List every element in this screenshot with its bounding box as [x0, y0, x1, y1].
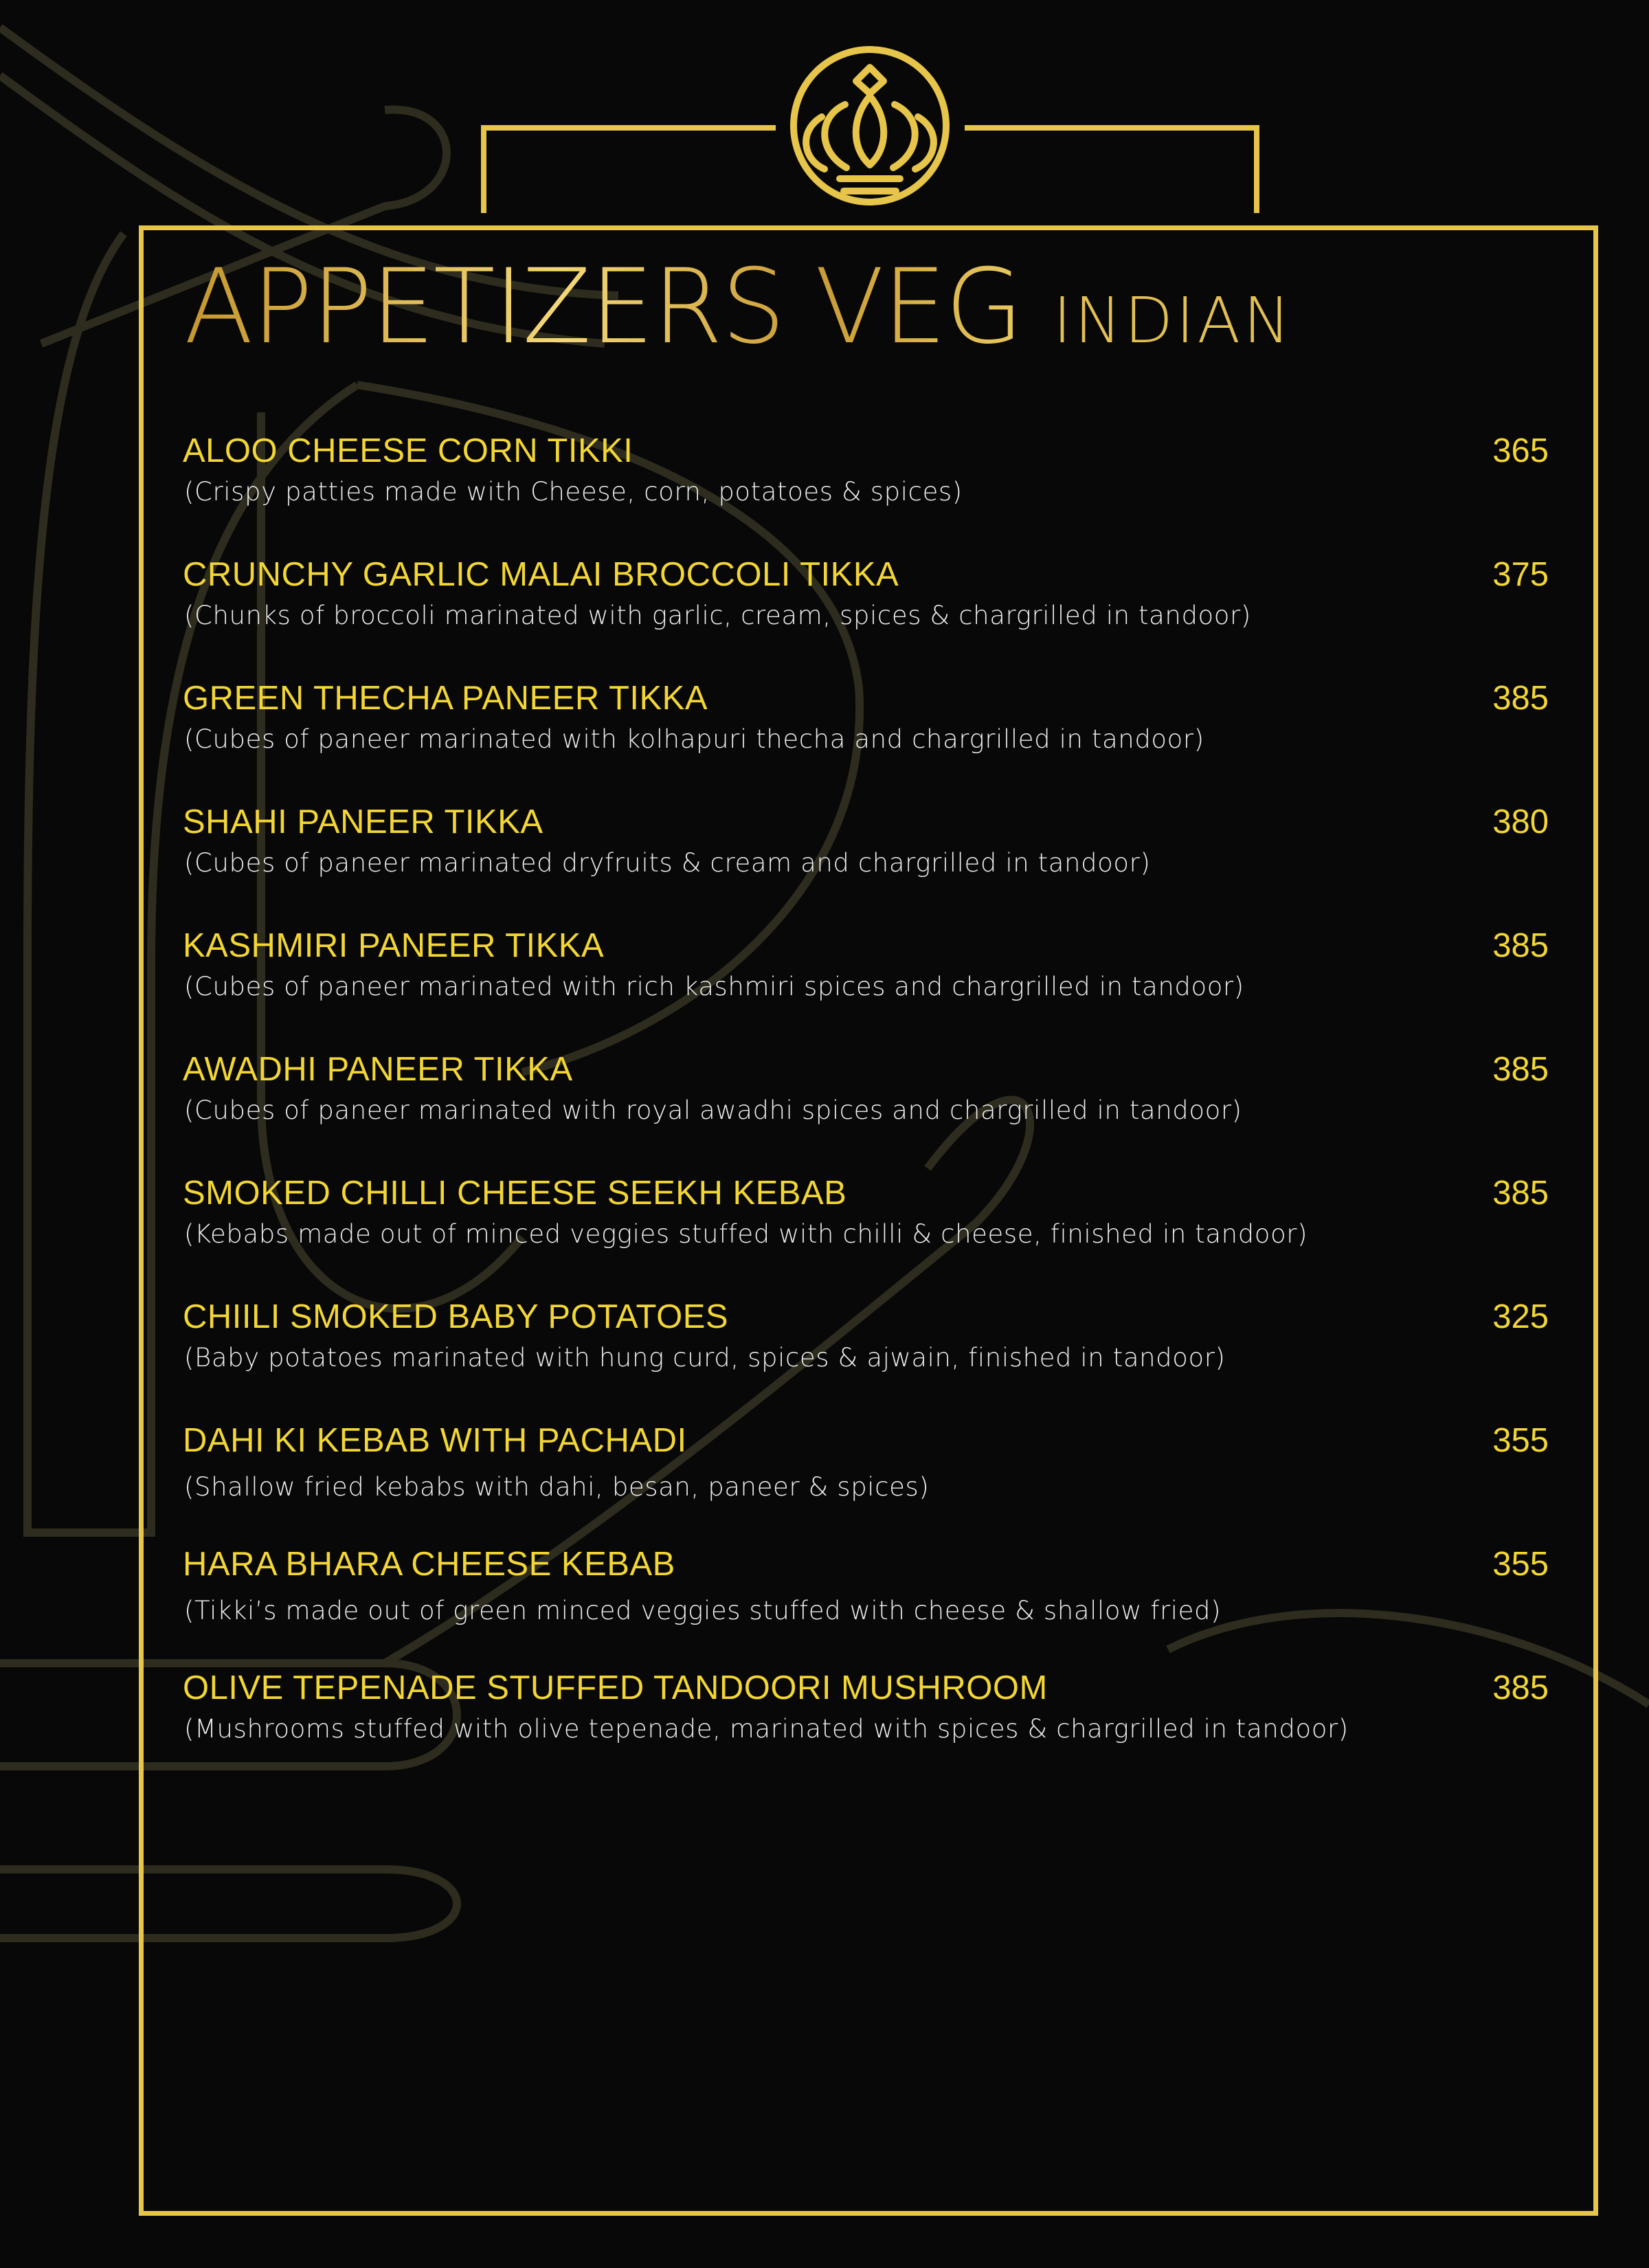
item-price: 380: [1492, 803, 1549, 841]
item-price: 365: [1492, 432, 1549, 469]
item-name: SHAHI PANEER TIKKA: [183, 803, 543, 841]
item-price: 385: [1492, 680, 1549, 717]
item-name: AWADHI PANEER TIKKA: [183, 1051, 573, 1088]
item-description: (Shallow fried kebabs with dahi, besan, paneer & spices): [184, 1472, 930, 1502]
item-description: (Crispy patties made with Cheese, corn, potatoes & spices): [184, 477, 963, 507]
menu-item: [181, 679, 1556, 803]
item-description: (Kebabs made out of minced veggies stuffed with chilli & cheese, finished in tandoor): [184, 1219, 1308, 1249]
header-ornament: [0, 0, 1649, 234]
item-description: (Tikki’s made out of green minced veggies stuffed with cheese & shallow fried): [184, 1596, 1222, 1625]
item-description: (Mushrooms stuffed with olive tepenade, marinated with spices & chargrilled in tandoor): [184, 1714, 1349, 1744]
item-name: KASHMIRI PANEER TIKKA: [183, 927, 605, 964]
item-name: SMOKED CHILLI CHEESE SEEKH KEBAB: [183, 1175, 847, 1212]
item-price: 385: [1492, 927, 1549, 964]
item-name: HARA BHARA CHEESE KEBAB: [183, 1546, 675, 1583]
menu-item: [181, 1421, 1556, 1545]
menu-item: [181, 1050, 1556, 1174]
menu-item: [181, 803, 1556, 926]
item-price: 355: [1492, 1422, 1549, 1459]
item-name: GREEN THECHA PANEER TIKKA: [183, 680, 708, 717]
menu-item: [181, 1298, 1556, 1421]
item-name: CHIILI SMOKED BABY POTATOES: [183, 1298, 729, 1335]
menu-item: [181, 555, 1556, 679]
item-price: 385: [1492, 1175, 1549, 1212]
item-price: 375: [1492, 556, 1549, 593]
item-name: CRUNCHY GARLIC MALAI BROCCOLI TIKKA: [183, 556, 899, 593]
page-title: [184, 247, 1294, 367]
item-description: (Baby potatoes marinated with hung curd, spices & ajwain, finished in tandoor): [184, 1343, 1226, 1372]
item-price: 355: [1492, 1546, 1549, 1583]
menu-item: [181, 1669, 1556, 1792]
item-description: (Chunks of broccoli marinated with garlic, cream, spices & chargrilled in tandoor): [184, 601, 1251, 630]
item-description: (Cubes of paneer marinated with kolhapuri thecha and chargrilled in tandoor): [184, 724, 1204, 754]
heading-subtitle: INDIAN: [1053, 284, 1294, 357]
menu-item: [181, 926, 1556, 1050]
heading-title: APPETIZERS VEG: [184, 247, 1022, 367]
menu-item: [181, 432, 1556, 555]
item-name: ALOO CHEESE CORN TIKKI: [183, 432, 633, 469]
item-price: 385: [1492, 1051, 1549, 1088]
item-description: (Cubes of paneer marinated dryfruits & cream and chargrilled in tandoor): [184, 848, 1151, 878]
item-price: 325: [1492, 1298, 1549, 1335]
item-description: (Cubes of paneer marinated with rich kashmiri spices and chargrilled in tandoor): [184, 972, 1244, 1001]
item-price: 385: [1492, 1669, 1549, 1706]
item-name: OLIVE TEPENADE STUFFED TANDOORI MUSHROOM: [183, 1669, 1048, 1706]
menu-item: [181, 1545, 1556, 1669]
menu-item: [181, 1174, 1556, 1298]
lotus-crown-emblem-icon: [794, 49, 946, 202]
item-description: (Cubes of paneer marinated with royal awadhi spices and chargrilled in tandoor): [184, 1096, 1242, 1125]
item-name: DAHI KI KEBAB WITH PACHADI: [183, 1422, 687, 1459]
menu-list: [181, 432, 1556, 1792]
